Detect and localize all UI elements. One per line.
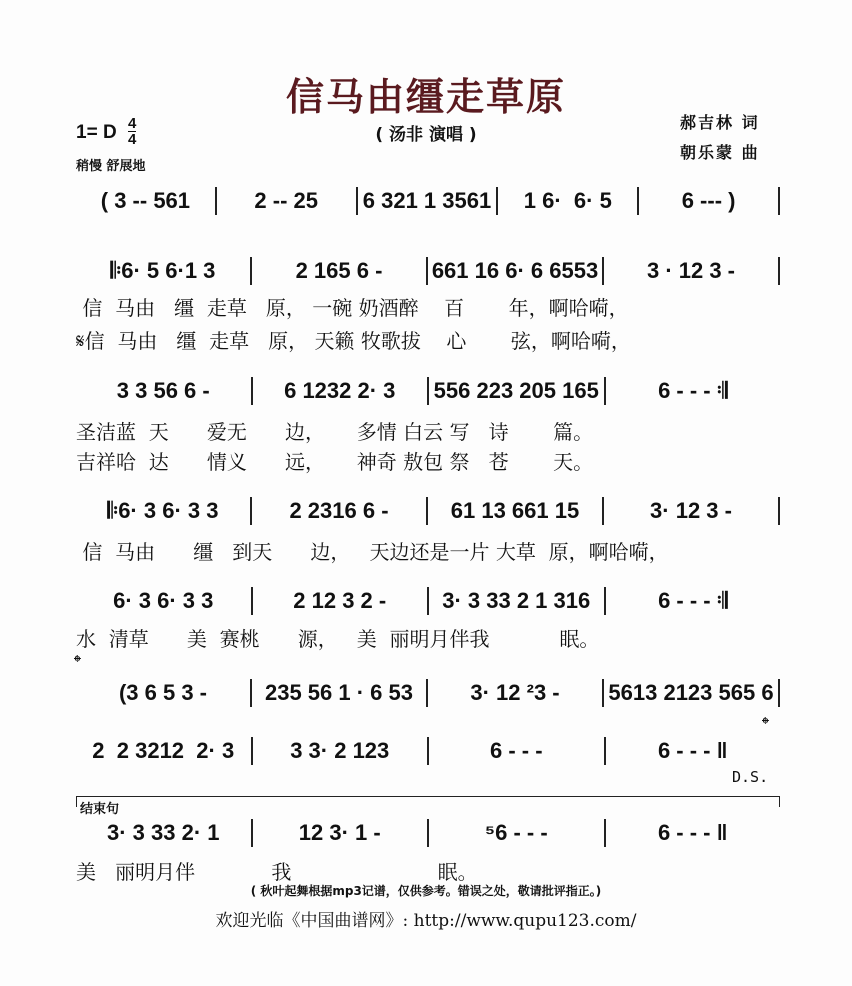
notation-row bbox=[76, 736, 780, 766]
barline bbox=[778, 679, 780, 707]
dal-segno: D.S. bbox=[732, 768, 769, 786]
measure: 2 2316 6 - bbox=[289, 498, 389, 523]
measure: 3· 3 33 2· 1 bbox=[106, 820, 220, 845]
lyricist: 郝吉林 词 bbox=[680, 113, 760, 132]
measure: 3 · 12 3 - bbox=[646, 258, 736, 283]
measure: ⁵6 - - - bbox=[484, 820, 548, 845]
notation-row bbox=[76, 586, 780, 616]
measure: 6 - - - bbox=[489, 738, 543, 763]
measure: 6· 3 6· 3 3 bbox=[113, 588, 214, 613]
measure: 61 13 661 15 bbox=[450, 498, 580, 523]
notation-row bbox=[76, 678, 780, 708]
song-title: 信马由缰走草原 bbox=[285, 75, 566, 119]
singer: ( 汤非 演唱 ) bbox=[375, 125, 477, 145]
measure: 6 - - - 𝄇 bbox=[658, 588, 728, 613]
notation-row bbox=[76, 818, 780, 848]
measure: ( 3 -- 561 bbox=[100, 188, 191, 213]
measure: 𝄆6· 3 6· 3 3 bbox=[107, 498, 219, 523]
notation-row bbox=[76, 376, 780, 406]
meter-bottom: 4 bbox=[128, 131, 137, 148]
measure: 661 16 6· 6 6553 bbox=[431, 258, 599, 283]
volta-bracket bbox=[76, 796, 780, 807]
measure: 2 -- 25 bbox=[254, 188, 318, 213]
lyric-line: 圣洁蓝 天 爱无 边， 多情 白云 写 诗 篇。 bbox=[76, 420, 594, 444]
measure: 235 56 1 · 6 53 bbox=[264, 680, 413, 705]
lyric-line: 吉祥哈 达 情义 远， 神奇 敖包 祭 苍 天。 bbox=[76, 450, 594, 474]
measure: 6 - - - ‖ bbox=[657, 820, 728, 845]
notation-row bbox=[76, 496, 780, 526]
measure: 1 6· 6· 5 bbox=[523, 188, 612, 213]
measure: 2 2 3212 2· 3 bbox=[92, 738, 235, 763]
measure: 6 321 1 3561 bbox=[362, 188, 492, 213]
lyric-line: 美 丽明月伴 我 眠。 bbox=[76, 860, 478, 884]
measure: 3· 12 3 - bbox=[650, 498, 732, 523]
coda-sign-icon: 𝄌 bbox=[74, 650, 81, 674]
measure: 3· 3 33 2 1 316 bbox=[442, 588, 591, 613]
barline bbox=[778, 257, 780, 285]
measure: 3· 12 ²3 - bbox=[470, 680, 560, 705]
barline bbox=[778, 497, 780, 525]
measure: 6 - - - 𝄇 bbox=[658, 378, 728, 403]
notation-row bbox=[76, 256, 780, 286]
ending-label: 结束句 bbox=[80, 802, 120, 817]
lyric-line: 水 清草 美 赛桃 源， 美 丽明月伴我 眠。 bbox=[76, 627, 600, 651]
measure: 2 12 3 2 - bbox=[293, 588, 387, 613]
transcription-note: ( 秋叶起舞根据mp3记谱，仅供参考。错误之处，敬请批评指正。) bbox=[250, 884, 602, 898]
key-signature: 1= D bbox=[76, 122, 117, 143]
time-signature bbox=[128, 116, 136, 147]
measure: (3 6 5 3 - bbox=[118, 680, 208, 705]
lyric-line: 信 马由 缰 走草 原， 一碗 奶酒醉 百 年，啊哈嗬， bbox=[76, 296, 629, 320]
coda-sign-icon: 𝄌 bbox=[762, 712, 769, 736]
meter-top: 4 bbox=[128, 115, 137, 132]
lyric-line: 信 马由 缰 到天 边， 天边还是一片 大草 原，啊哈嗬， bbox=[76, 540, 669, 564]
measure: 3 3 56 6 - bbox=[116, 378, 210, 403]
measure: 3 3· 2 123 bbox=[290, 738, 390, 763]
measure: 6 1232 2· 3 bbox=[284, 378, 396, 403]
measure: 12 3· 1 - bbox=[298, 820, 381, 845]
footer-link[interactable]: 欢迎光临《中国曲谱网》: http://www.qupu123.com/ bbox=[215, 911, 637, 931]
measure: 2 165 6 - bbox=[295, 258, 383, 283]
measure: 5613 2123 565 6 bbox=[608, 680, 774, 705]
measure: 6 - - - ‖ bbox=[657, 738, 728, 763]
composer: 朝乐蒙 曲 bbox=[680, 143, 760, 162]
barline bbox=[778, 187, 780, 215]
measure: 556 223 205 165 bbox=[433, 378, 599, 403]
lyric-line: 𝄋信 马由 缰 走草 原， 天籁 牧歌拔 心 弦，啊哈嗬， bbox=[76, 329, 631, 353]
measure: 𝄆6· 5 6·1 3 bbox=[110, 258, 216, 283]
measure: 6 --- ) bbox=[681, 188, 736, 213]
tempo-marking: 稍慢 舒展地 bbox=[76, 159, 146, 174]
notation-row bbox=[76, 186, 780, 216]
